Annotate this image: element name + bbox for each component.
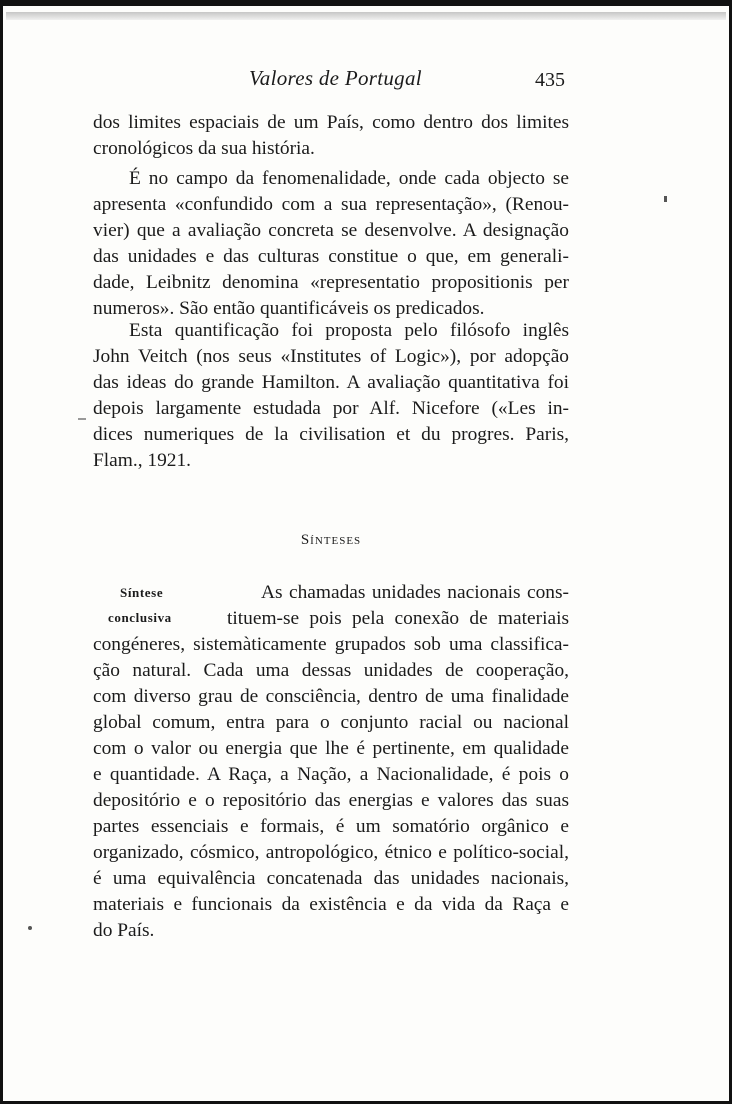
running-title: Valores de Portugal <box>249 66 422 90</box>
text-line: das ideas do grande Hamilton. A avaliação quantitativa foi <box>93 372 569 393</box>
text-line: dos limites espaciais de um País, como dentro dos limites <box>93 112 569 133</box>
text-line: das unidades e das culturas constitue o que, em generali- <box>93 246 569 267</box>
text-line: John Veitch (nos seus «Institutes of Logic»), por adopção <box>93 346 569 367</box>
text-line: com o valor ou energia que lhe é pertinente, em qualidade <box>93 738 569 759</box>
text-line: dade, Leibnitz denomina «representatio propositionis per <box>93 272 569 293</box>
margin-dash-mark <box>78 418 86 420</box>
text-line: do País. <box>93 920 155 941</box>
margin-note <box>108 580 238 630</box>
page-number: 435 <box>535 69 565 91</box>
text-line: global comum, entra para o conjunto racial ou nacional <box>93 712 569 733</box>
specks-mark <box>664 196 667 202</box>
paragraph-2 <box>93 166 569 322</box>
text-line: Esta quantificação foi proposta pelo filósofo inglês <box>129 320 569 341</box>
paragraph-4 <box>93 580 569 944</box>
paragraph-1 <box>93 110 569 162</box>
text-line: Flam., 1921. <box>93 450 192 471</box>
paragraph-3 <box>93 318 569 474</box>
text-line: dices numeriques de la civilisation et du progres. Paris, <box>93 424 569 445</box>
text-line: congéneres, sistemàticamente grupados sob uma classifica- <box>93 634 569 655</box>
margin-note-line: conclusiva <box>108 610 172 625</box>
text-line: As chamadas unidades nacionais cons- <box>261 582 569 603</box>
text-line: é uma equivalência concatenada das unidades nacionais, <box>93 868 569 889</box>
text-line: vier) que a avaliação concreta se desenvolve. A designação <box>93 220 569 241</box>
dot-mark <box>28 926 32 930</box>
text-line: depois largamente estudada por Alf. Nicefore («Les in- <box>93 398 569 419</box>
text-line: materiais e funcionais da existência e da vida da Raça e <box>93 894 569 915</box>
text-line: organizado, cósmico, antropológico, étnico e político-social, <box>93 842 569 863</box>
text-line: apresenta «confundido com a sua representação», (Renou- <box>93 194 569 215</box>
scan-edge-shading <box>6 12 726 20</box>
text-line: depositório e o repositório das energias e valores das suas <box>93 790 569 811</box>
text-line: tituem-se pois pela conexão de materiais <box>227 608 569 629</box>
text-line: ção natural. Cada uma dessas unidades de cooperação, <box>93 660 569 681</box>
text-line: e quantidade. A Raça, a Nação, a Nacionalidade, é pois o <box>93 764 569 785</box>
text-line: numeros». São então quantificáveis os predicados. <box>93 298 485 319</box>
text-line: com diverso grau de consciência, dentro de uma finalidade <box>93 686 569 707</box>
section-heading <box>93 532 569 549</box>
text-line: partes essenciais e formais, é um somatório orgânico e <box>93 816 569 837</box>
text-line: cronológicos da sua história. <box>93 138 315 159</box>
text-line: É no campo da fenomenalidade, onde cada objecto se <box>129 168 569 189</box>
section-heading-text: Sínteses <box>300 532 362 548</box>
margin-note-line: Síntese <box>120 585 164 600</box>
